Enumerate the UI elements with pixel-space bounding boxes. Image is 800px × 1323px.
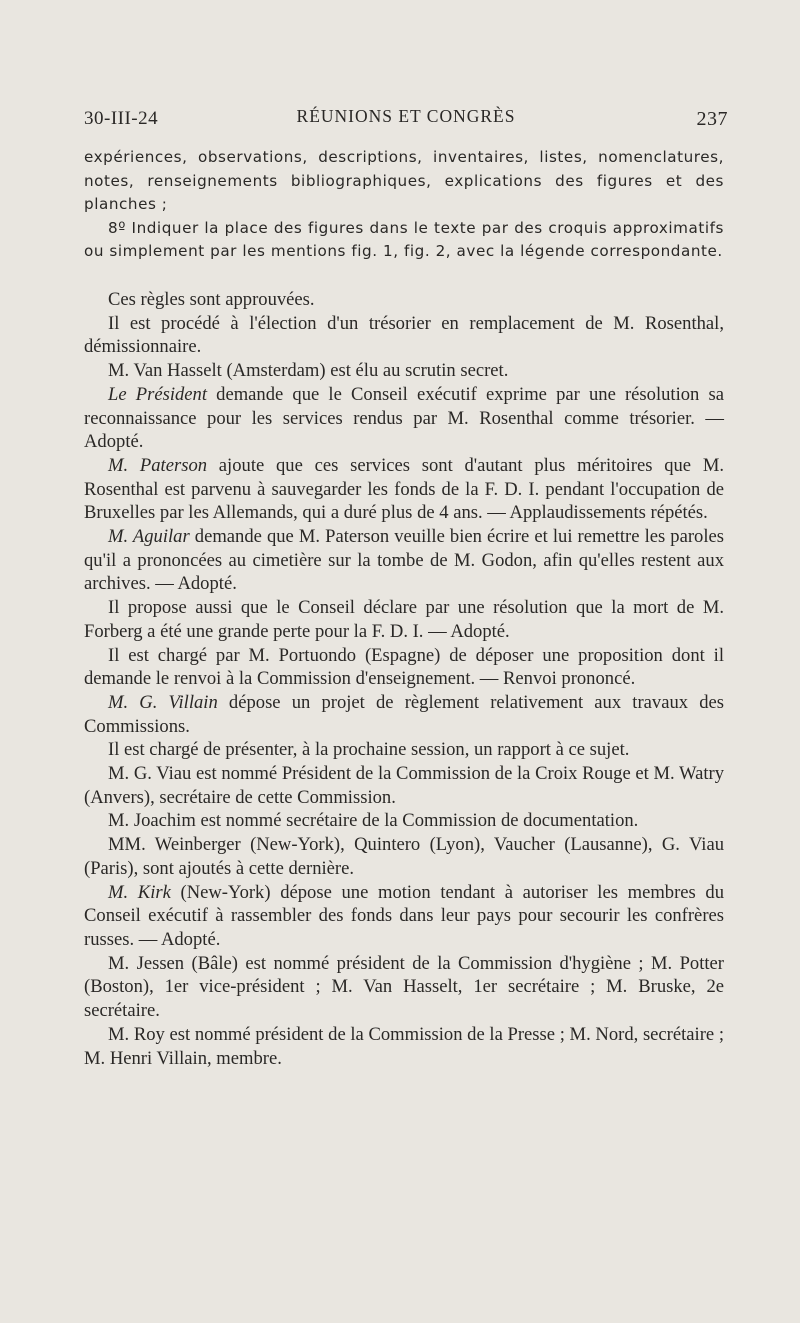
- paragraph: [84, 809, 724, 833]
- list-block: [84, 146, 724, 264]
- header-date: 30-III-24: [84, 108, 159, 129]
- paragraph: [84, 691, 724, 738]
- paragraph-text: dépose un projet de règlement relativement aux travaux des Commissions.: [84, 691, 724, 737]
- paragraph: [84, 1023, 724, 1070]
- paragraph: [84, 738, 724, 762]
- paragraph: [84, 312, 724, 359]
- speaker: M. Aguilar: [108, 526, 190, 548]
- speaker: M. G. Villain: [108, 691, 218, 713]
- paragraph-text: MM. Weinberger (New-York), Quintero (Lyon), Vaucher (Lausanne), G. Viau (Paris), sont ajoutés à cette dernière.: [84, 834, 724, 879]
- paragraph-text: Il est procédé à l'élection d'un trésorier en remplacement de M. Rosenthal, démissionnaire.: [84, 312, 724, 358]
- paragraph-text: demande que le Conseil exécutif exprime par une résolution sa reconnaissance pour les services rendus par M. Rosenthal comme trésorier. — Adopté.: [84, 383, 724, 453]
- paragraph-text: ajoute que ces services sont d'autant plus méritoires que M. Rosenthal est parvenu à sauvegarder les fonds de la F. D. I. pendant l'occupation de Bruxelles par les Allemands, qui a duré plus de 4 ans. — Applaudissements répétés.: [84, 454, 724, 524]
- paragraph-text: demande que M. Paterson veuille bien écrire et lui remettre les paroles qu'il a prononcées au cimetière sur la tombe de M. Godon, afin qu'elles restent aux archives. — Adopté.: [84, 526, 724, 595]
- paragraph: [84, 288, 724, 312]
- paragraph: [84, 596, 724, 643]
- header-title: RÉUNIONS ET CONGRÈS: [296, 106, 516, 126]
- paragraph-text: Il propose aussi que le Conseil déclare par une résolution que la mort de M. Forberg a été une grande perte pour la F. D. I. — Adopté.: [84, 597, 724, 642]
- paragraph-text: Ces règles sont approuvées.: [108, 289, 315, 310]
- paragraph: [84, 762, 724, 809]
- paragraph-text: Il est chargé par M. Portuondo (Espagne) de déposer une proposition dont il demande le renvoi à la Commission d'enseignement. — Renvoi prononcé.: [84, 644, 724, 690]
- list-item-continuation: expériences, observations, descriptions, inventaires, listes, nomenclatures, notes, renseignements bibliographiques, explications des figures et des planches ;: [84, 148, 724, 213]
- speaker: Le Président: [108, 383, 208, 405]
- paragraph: [84, 525, 724, 596]
- paragraph-text: M. Van Hasselt (Amsterdam) est élu au scrutin secret.: [108, 360, 509, 382]
- page-number: 237: [696, 108, 728, 130]
- paragraph-text: M. Jessen (Bâle) est nommé président de la Commission d'hygiène ; M. Potter (Boston), 1er vice-président ; M. Van Hasselt, 1er secrétaire ; M. Bruske, 2e secrétaire.: [84, 952, 724, 1022]
- paragraph: [84, 833, 724, 880]
- paragraph: [84, 644, 724, 691]
- paragraph: [84, 454, 724, 525]
- paragraph-text: Il est chargé de présenter, à la prochaine session, un rapport à ce sujet.: [108, 739, 630, 761]
- list-item-8: 8º Indiquer la place des figures dans le texte par des croquis approximatifs ou simplement par les mentions fig. 1, fig. 2, avec la légende correspondante.: [84, 218, 724, 260]
- paragraph: [84, 952, 724, 1023]
- paragraph: [84, 359, 724, 383]
- paragraph-text: (New-York) dépose une motion tendant à autoriser les membres du Conseil exécutif à rassembler des fonds dans leur pays pour secourir les confrères russes. — Adopté.: [84, 881, 725, 950]
- paragraph-text: M. G. Viau est nommé Président de la Commission de la Croix Rouge et M. Watry (Anvers), secrétaire de cette Commission.: [84, 763, 724, 808]
- paragraph-text: M. Joachim est nommé secrétaire de la Commission de documentation.: [108, 810, 639, 832]
- paragraph: [84, 881, 724, 952]
- minutes-body: [84, 288, 724, 1070]
- running-header: [84, 106, 728, 136]
- speaker: M. Kirk: [108, 881, 171, 903]
- paragraph: [84, 383, 724, 454]
- speaker: M. Paterson: [108, 454, 208, 476]
- paragraph-text: M. Roy est nommé président de la Commission de la Presse ; M. Nord, secrétaire ; M. Henri Villain, membre.: [84, 1023, 724, 1069]
